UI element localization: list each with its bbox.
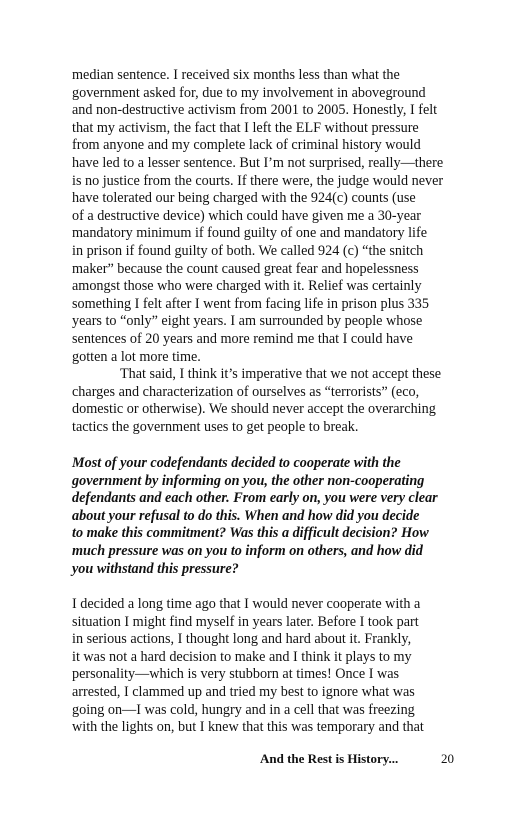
text-line: it was not a hard decision to make and I think it plays to my: [72, 648, 412, 665]
text-line: tactics the government uses to get people to break.: [72, 418, 359, 435]
text-line: I decided a long time ago that I would never cooperate with a: [72, 596, 421, 612]
text-line: in prison if found guilty of both. We called 924 (c) “the snitch: [72, 242, 424, 259]
text-line: and non-destructive activism from 2001 to 2005. Honestly, I felt: [72, 102, 438, 119]
question-line: government by informing on you, the other non-cooperating: [72, 472, 425, 489]
text-line: amongst those who were charged with it. Relief was certainly: [72, 278, 422, 295]
text-line: maker” because the count caused great fear and hopelessness: [72, 260, 419, 277]
question-line: much pressure was on you to inform on others, and how did: [72, 542, 423, 559]
text-line: from anyone and my complete lack of criminal history would: [72, 137, 421, 154]
text-line: of a destructive device) which could have given me a 30-year: [72, 207, 422, 224]
text-line: with the lights on, but I knew that this was temporary and that: [72, 719, 424, 736]
text-line: have tolerated our being charged with the 924(c) counts (use: [72, 190, 416, 207]
text-line: gotten a lot more time.: [72, 348, 201, 365]
text-line: arrested, I clammed up and tried my best to ignore what was: [72, 683, 415, 700]
page-number: 20: [441, 751, 454, 766]
question-line: to make this commitment? Was this a difficult decision? How: [72, 525, 429, 542]
text-line-indented: That said, I think it’s imperative that we not accept these: [120, 366, 442, 383]
text-line: is no justice from the courts. If there were, the judge would never: [72, 172, 444, 189]
text-line: government asked for, due to my involvement in aboveground: [72, 84, 426, 101]
question-line: defendants and each other. From early on, you were very clear: [72, 490, 438, 507]
text-line: that my activism, the fact that I left the ELF without pressure: [72, 119, 419, 136]
interview-answer: [72, 596, 464, 737]
question-line: you withstand this pressure?: [72, 560, 239, 577]
text-line: in serious actions, I thought long and hard about it. Frankly,: [72, 631, 412, 648]
interview-question: [72, 455, 464, 578]
text-line: situation I might find myself in years later. Before I took part: [72, 613, 419, 630]
running-footer-title: And the Rest is History...: [260, 751, 399, 766]
text-line: charges and characterization of ourselves as “terrorists” (eco,: [72, 383, 420, 400]
question-line: Most of your codefendants decided to cooperate with the: [72, 455, 401, 471]
text-line: median sentence. I received six months less than what the: [72, 67, 400, 83]
text-line: going on—I was cold, hungry and in a cell that was freezing: [72, 701, 415, 718]
text-line: something I felt after I went from facing life in prison plus 335: [72, 295, 429, 312]
text-line: sentences of 20 years and more remind me that I could have: [72, 330, 413, 347]
text-line: domestic or otherwise). We should never accept the overarching: [72, 401, 436, 418]
question-line: about your refusal to do this. When and how did you decide: [72, 507, 420, 524]
text-line: personality—which is very stubborn at times! Once I was: [72, 666, 400, 683]
answer-continued-paragraphs: [72, 67, 464, 436]
text-line: have led to a lesser sentence. But I’m not surprised, really—there: [72, 154, 444, 171]
text-line: mandatory minimum if found guilty of one and mandatory life: [72, 225, 428, 242]
text-line: years to “only” eight years. I am surrounded by people whose: [72, 313, 423, 330]
